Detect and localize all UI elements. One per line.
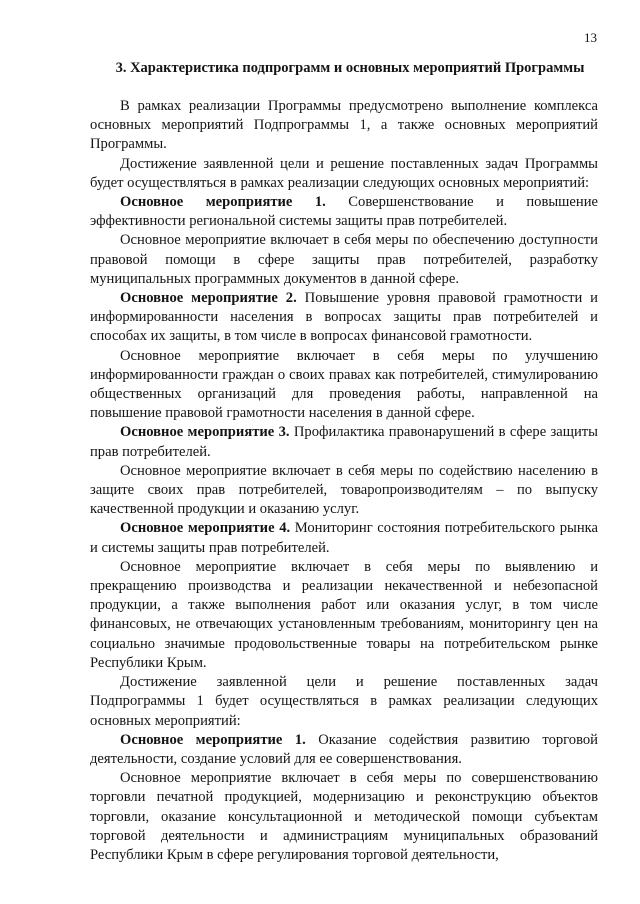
document-body (90, 97, 598, 865)
paragraph-text: В рамках реализации Программы предусмотрено выполнение комплекса основных мероприятий Подпрограммы 1, а также основных мероприятий Программы. (90, 98, 598, 153)
paragraph (90, 558, 598, 673)
paragraph-text: Основное мероприятие включает в себя меры по обеспечению доступности правовой помощи в сфере защиты прав потребителей, разработку муниципальных программных документов в данной сфере. (90, 232, 598, 287)
paragraph-bold-lead: Основное мероприятие 1. (120, 194, 326, 211)
paragraph (90, 231, 598, 289)
paragraph-bold-lead: Основное мероприятие 1. (120, 731, 306, 748)
paragraph (90, 462, 598, 520)
paragraph-text: Совершенствование и повышение эффективности региональной системы защиты прав потребителей. (90, 194, 598, 230)
paragraph-text: Основное мероприятие включает в себя меры по совершенствованию торговли печатной продукцией, модернизацию и реконструкцию объектов торговли, оказание консультационной и методической помощи субъектам торговой деятельности и администрациям муниципальных образований Республики Крым в сфере регулирования торговой деятельности, (90, 770, 598, 863)
paragraph-text: Достижение заявленной цели и решение поставленных задач Подпрограммы 1 будет осуществляться в рамках реализации следующих основных мероприятий: (90, 674, 598, 729)
paragraph-text: Достижение заявленной цели и решение поставленных задач Программы будет осуществляться в рамках реализации следующих основных мероприятий: (90, 155, 598, 191)
paragraph (90, 155, 598, 193)
paragraph (90, 347, 598, 424)
paragraph-text: Оказание содействия развитию торговой деятельности, создание условий для ее совершенствования. (90, 731, 598, 767)
paragraph (90, 423, 598, 461)
paragraph (90, 731, 598, 769)
paragraph (90, 193, 598, 231)
paragraph-text: Мониторинг состояния потребительского рынка и системы защиты прав потребителей. (90, 520, 598, 556)
paragraph (90, 97, 598, 155)
paragraph-text: Основное мероприятие включает в себя меры по выявлению и прекращению производства и реализации некачественной и небезопасной продукции, а также выполнения работ или оказания услуг, в том числе финансовых, не отвечающих установленным требованиям, мониторингу цен на социально значимые продовольственные товары на потребительском рынке Республики Крым. (90, 558, 598, 671)
paragraph-text: Повышение уровня правовой грамотности и информированности населения в вопросах защиты прав потребителей и способах их защиты, в том числе в вопросах финансовой грамотности. (90, 290, 598, 345)
paragraph-text: Профилактика правонарушений в сфере защиты прав потребителей. (90, 424, 598, 460)
paragraph (90, 769, 598, 865)
paragraph-bold-lead: Основное мероприятие 4. (120, 520, 291, 537)
paragraph-text: Основное мероприятие включает в себя меры по улучшению информированности граждан о своих правах как потребителей, стимулированию общественных организаций для проведения работы, направленной на повышение правовой грамотности населения в данной сфере. (90, 347, 598, 422)
section-heading: 3. Характеристика подпрограмм и основных мероприятий Программы (115, 60, 585, 76)
paragraph (90, 519, 598, 557)
paragraph-bold-lead: Основное мероприятие 2. (120, 290, 297, 307)
paragraph (90, 673, 598, 731)
paragraph-text: Основное мероприятие включает в себя меры по содействию населению в защите своих прав потребителей, товаропроизводителям – по выпуску качественной продукции и оказанию услуг. (90, 462, 598, 518)
page-number: 13 (584, 30, 597, 45)
paragraph-bold-lead: Основное мероприятие 3. (120, 424, 290, 441)
paragraph (90, 289, 598, 347)
